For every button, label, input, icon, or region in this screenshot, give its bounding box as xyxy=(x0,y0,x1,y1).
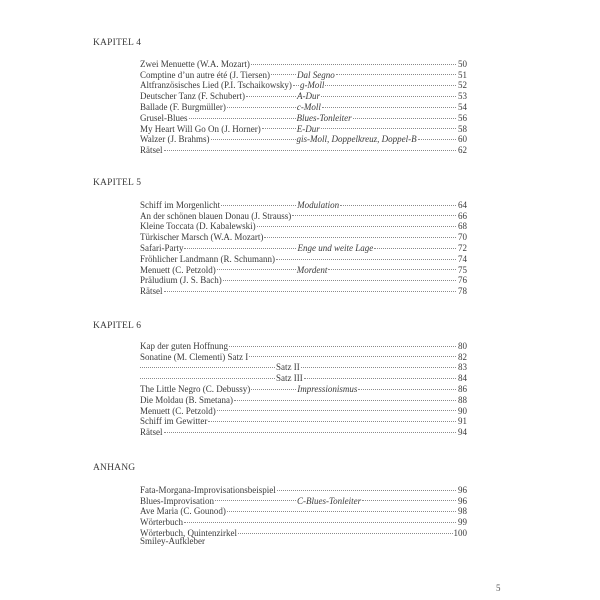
toc-entry[interactable] xyxy=(140,142,467,156)
dot-leader xyxy=(271,67,296,78)
entry-page: 83 xyxy=(458,362,467,373)
entry-page: 91 xyxy=(458,416,467,427)
entry-page: 80 xyxy=(458,340,467,351)
dot-leader xyxy=(321,121,456,132)
entry-title: Walzer (J. Brahms) xyxy=(140,134,210,145)
entry-title: The Little Negro (C. Debussy) xyxy=(140,383,251,394)
entry-title: Ave Maria (C. Gounod) xyxy=(140,506,226,517)
dot-leader xyxy=(238,525,453,536)
entry-title: Safari-Party xyxy=(140,242,184,253)
dot-leader xyxy=(229,338,456,349)
entry-title: Rätsel xyxy=(140,145,163,156)
dot-leader xyxy=(304,370,456,381)
toc-entry[interactable] xyxy=(140,392,467,403)
dot-leader xyxy=(328,262,456,273)
toc-entry[interactable] xyxy=(140,424,467,438)
dot-leader xyxy=(221,197,296,208)
entry-title: Sonatine (M. Clementi) Satz I xyxy=(140,351,249,362)
entry-page: 56 xyxy=(458,112,467,123)
entry-page: 54 xyxy=(458,101,467,112)
dot-leader xyxy=(215,493,296,504)
entry-topic: Blues-Tonleiter xyxy=(296,112,352,123)
entry-title: Schiff im Morgenlicht xyxy=(140,199,221,210)
toc-entry[interactable] xyxy=(140,110,467,121)
entry-topic: Enge und weite Lage xyxy=(297,242,374,253)
entry-title: Die Moldau (B. Smetana) xyxy=(140,394,233,405)
toc-entry[interactable] xyxy=(140,88,467,102)
toc-entry[interactable] xyxy=(140,403,467,414)
toc-entry[interactable] xyxy=(140,360,467,371)
dot-leader xyxy=(164,283,457,294)
entry-title: My Heart Will Go On (J. Horner) xyxy=(140,123,261,134)
entry-page: 60 xyxy=(458,134,467,145)
entry-topic: A-Dur xyxy=(296,91,320,102)
dot-leader xyxy=(164,424,457,435)
entry-title: Rätsel xyxy=(140,427,163,438)
entry-title: Comptine d’un autre été (J. Tiersen) xyxy=(140,69,270,80)
dot-leader xyxy=(336,67,456,78)
entry-page: 100 xyxy=(453,527,467,538)
dot-leader xyxy=(164,142,457,153)
toc-entry[interactable] xyxy=(140,536,467,547)
entry-page: 62 xyxy=(458,145,467,156)
entry-page: 76 xyxy=(458,275,467,286)
entry-topic: gis-Moll, Doppelkreuz, Doppel-B xyxy=(296,134,417,145)
dot-leader xyxy=(374,240,456,251)
entry-page: 64 xyxy=(458,199,467,210)
page-number: 5 xyxy=(496,583,501,593)
entry-page: 68 xyxy=(458,221,467,232)
toc-entry[interactable] xyxy=(140,229,467,243)
entry-topic: Mordent xyxy=(296,264,328,275)
dot-leader xyxy=(184,514,456,525)
dot-leader xyxy=(340,197,456,208)
entry-title: Zwei Menuette (W.A. Mozart) xyxy=(140,58,250,69)
entry-page: 51 xyxy=(458,69,467,80)
dot-leader xyxy=(251,56,456,67)
entry-page: 99 xyxy=(458,517,467,528)
dot-leader xyxy=(358,381,456,392)
entry-topic: Dal Segno xyxy=(296,69,335,80)
entry-page: 66 xyxy=(458,210,467,221)
section-title: KAPITEL 6 xyxy=(93,321,142,331)
entry-title: Smiley-Aufkleber xyxy=(140,535,205,546)
entry-title: Türkischer Marsch (W.A. Mozart) xyxy=(140,232,264,243)
entry-title: Rätsel xyxy=(140,286,163,297)
entry-title: Altfranzösisches Lied (P.I. Tschaikowsky) xyxy=(140,80,292,91)
entry-title: An der schönen blauen Donau (J. Strauss) xyxy=(140,210,292,221)
entry-page: 75 xyxy=(458,264,467,275)
toc-entry[interactable] xyxy=(140,381,467,392)
toc-entry[interactable] xyxy=(140,349,467,360)
entry-title: Menuett (C. Petzold) xyxy=(140,405,216,416)
entry-topic: g-Moll xyxy=(299,80,325,91)
dot-leader xyxy=(227,99,296,110)
entry-page: 84 xyxy=(458,373,467,384)
entry-topic: Impressionismus xyxy=(297,383,358,394)
entry-page: 58 xyxy=(458,123,467,134)
entry-title: Fröhlicher Landmann (R. Schumann) xyxy=(140,253,275,264)
entry-page: 98 xyxy=(458,506,467,517)
toc-entry[interactable] xyxy=(140,240,467,251)
entry-title: Wörterbuch xyxy=(140,517,183,528)
entry-page: 88 xyxy=(458,394,467,405)
dot-leader xyxy=(217,403,456,414)
entry-list xyxy=(140,482,467,547)
section-title: KAPITEL 5 xyxy=(93,178,142,188)
toc-entry[interactable] xyxy=(140,504,467,515)
entry-title: Ballade (F. Burgmüller) xyxy=(140,101,226,112)
dot-leader xyxy=(140,360,275,371)
toc-entry[interactable] xyxy=(140,273,467,284)
entry-title: Wörterbuch, Quintenzirkel xyxy=(140,527,237,538)
dot-leader xyxy=(264,229,456,240)
toc-entry[interactable] xyxy=(140,414,467,425)
dot-leader xyxy=(208,414,456,425)
entry-title: Blues-Improvisation xyxy=(140,495,214,506)
toc-entry[interactable] xyxy=(140,197,467,208)
dot-leader xyxy=(223,273,456,284)
dot-leader xyxy=(251,381,296,392)
entry-list xyxy=(140,197,467,297)
dot-leader xyxy=(227,504,456,515)
entry-title: Schiff im Gewitter xyxy=(140,416,208,427)
dot-leader xyxy=(362,493,456,504)
entry-topic: C-Blues-Tonleiter xyxy=(297,495,362,506)
toc-entry[interactable] xyxy=(140,67,467,78)
entry-subtitle: Satz III xyxy=(276,373,303,384)
entry-topic: c-Moll xyxy=(296,101,321,112)
entry-topic: E-Dur xyxy=(296,123,320,134)
entry-page: 74 xyxy=(458,253,467,264)
dot-leader xyxy=(140,370,275,381)
entry-title: Fata-Morgana-Improvisationsbeispiel xyxy=(140,484,276,495)
entry-title: Grusel-Blues xyxy=(140,112,188,123)
toc-entry[interactable] xyxy=(140,251,467,262)
section-title: ANHANG xyxy=(93,463,136,473)
dot-leader xyxy=(276,251,456,262)
entry-page: 94 xyxy=(458,427,467,438)
toc-entry[interactable] xyxy=(140,99,467,110)
toc-entry[interactable] xyxy=(140,514,467,528)
entry-topic: Modulation xyxy=(297,199,340,210)
toc-entry[interactable] xyxy=(140,338,467,349)
dot-leader xyxy=(246,88,296,99)
entry-page: 72 xyxy=(458,242,467,253)
toc-entry[interactable] xyxy=(140,262,467,273)
section-title: KAPITEL 4 xyxy=(93,38,142,48)
entry-page: 50 xyxy=(458,58,467,69)
dot-leader xyxy=(211,132,296,143)
dot-leader xyxy=(293,78,299,89)
toc-entry[interactable] xyxy=(140,482,467,493)
dot-leader xyxy=(353,110,456,121)
toc-entry[interactable] xyxy=(140,78,467,89)
dot-leader xyxy=(301,360,456,371)
dot-leader xyxy=(262,121,296,132)
toc-entry[interactable] xyxy=(140,525,467,536)
dot-leader xyxy=(217,262,296,273)
dot-leader xyxy=(184,240,296,251)
dot-leader xyxy=(418,132,456,143)
dot-leader xyxy=(234,392,456,403)
entry-page: 53 xyxy=(458,91,467,102)
toc-entry[interactable] xyxy=(140,121,467,132)
entry-list xyxy=(140,56,467,156)
toc-entry[interactable] xyxy=(140,493,467,504)
entry-page: 86 xyxy=(458,383,467,394)
toc-entry[interactable] xyxy=(140,283,467,297)
entry-page: 96 xyxy=(458,495,467,506)
entry-title: Kap der guten Hoffnung xyxy=(140,340,229,351)
toc-entry[interactable] xyxy=(140,219,467,230)
entry-title: Kleine Toccata (D. Kabalewski) xyxy=(140,221,256,232)
entry-title: Präludium (J. S. Bach) xyxy=(140,275,222,286)
toc-entry[interactable] xyxy=(140,208,467,219)
entry-title: Menuett (C. Petzold) xyxy=(140,264,216,275)
toc-entry[interactable] xyxy=(140,56,467,67)
dot-leader xyxy=(322,99,456,110)
entry-page: 90 xyxy=(458,405,467,416)
entry-list xyxy=(140,338,467,438)
dot-leader xyxy=(189,110,296,121)
entry-page: 82 xyxy=(458,351,467,362)
toc-entry[interactable] xyxy=(140,132,467,143)
entry-subtitle: Satz II xyxy=(276,362,300,373)
toc-entry[interactable] xyxy=(140,370,467,384)
entry-page: 78 xyxy=(458,286,467,297)
dot-leader xyxy=(325,78,456,89)
entry-page: 96 xyxy=(458,484,467,495)
entry-page: 52 xyxy=(458,80,467,91)
entry-page: 70 xyxy=(458,232,467,243)
entry-title: Deutscher Tanz (F. Schubert) xyxy=(140,91,245,102)
dot-leader xyxy=(249,349,456,360)
dot-leader xyxy=(321,88,456,99)
dot-leader xyxy=(257,219,456,230)
dot-leader xyxy=(292,208,456,219)
dot-leader xyxy=(277,482,456,493)
